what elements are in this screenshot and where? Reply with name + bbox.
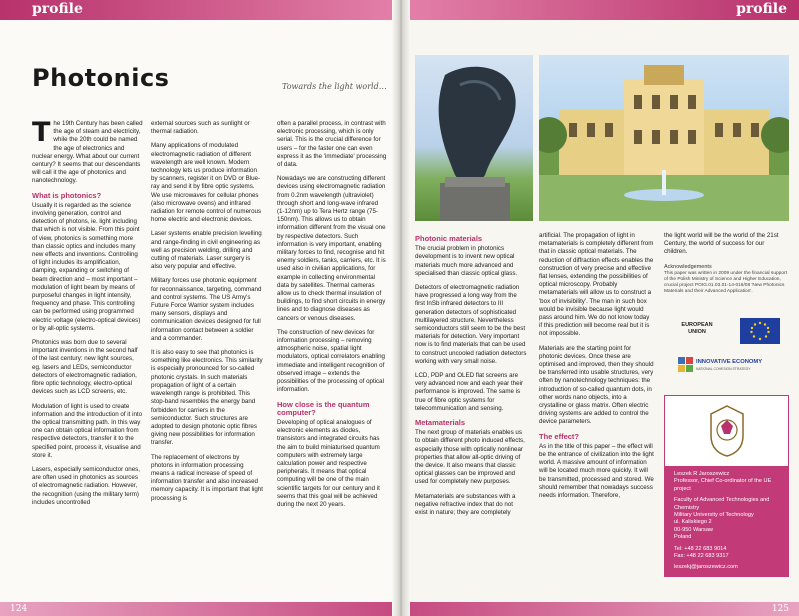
- paragraph: Laser systems enable precision levelling and range-finding in civil engineering as well as precision welding, drilling and cutting of materials. Laser surgery is also very popular and effective.: [151, 230, 262, 271]
- footer-bar-right: [410, 602, 799, 616]
- footer-bar-left: [0, 602, 392, 616]
- contact-country: Poland: [674, 534, 692, 541]
- sculpture-illustration: [415, 55, 533, 221]
- paragraph: external sources such as sunlight or thermal radiation.: [151, 120, 250, 136]
- innovative-economy-icon: [678, 357, 694, 373]
- text-column-5: [539, 232, 654, 506]
- eu-logo: [676, 316, 786, 344]
- lead-paragraph: [32, 117, 144, 186]
- contact-details: [674, 471, 784, 576]
- eu-text-line1: EUROPEAN: [681, 322, 713, 328]
- innovative-economy-logo: [676, 352, 786, 380]
- contact-phones: [674, 546, 784, 561]
- paragraph: The replacement of electrons by photons in information processing means a radical increase of speed of information transfer and also increased memory capacity. It is important that light processing is: [151, 453, 263, 502]
- university-emblem-icon: [707, 404, 747, 458]
- paragraph: The crucial problem in photonics development is to invent new optical materials much more advanced and specialised than classic optical glass.: [415, 245, 518, 277]
- paragraph: Lasers, especially semiconductor ones, are often used in photonics as sources of electromagnetic radiation. However, the recognition (using the military term) includes uncontrolled: [32, 465, 140, 506]
- paragraph: The next group of materials enables us to obtain different photo induced effects, especially those with optically nonlinear properties that allow all-optic driving of the device. It also means that classic optical glasses can be improved and used for completely new purposes.: [415, 429, 525, 486]
- article-title: Photonics: [32, 64, 170, 92]
- text-column-1: [32, 117, 144, 513]
- paragraph: Detectors of electromagnetic radiation have progressed a long way from the first InSb infrared detectors to III generation detectors of sophisticated multilayered structure. Nevertheless semiconductors still seem to be the best materials for detection. Very important now is to find materials that can be used to construct uncooled radiation detectors working with very small noise.: [415, 284, 527, 365]
- eu-text-line2: UNION: [688, 329, 706, 335]
- paragraph: LCD, PDP and OLED flat screens are very advanced now and each year their performance is improved. The same is true of fibre optic systems for telecommunication and sensing.: [415, 372, 524, 412]
- text-column-4: [415, 232, 527, 523]
- text-column-2: [151, 120, 263, 509]
- contact-box: [664, 395, 789, 577]
- page-number-left: 124: [10, 604, 28, 614]
- heading-photonic-materials: Photonic materials: [415, 234, 483, 243]
- text-column-3: [277, 120, 387, 515]
- heading-what-is-photonics: What is photonics?: [32, 190, 102, 200]
- section-label-right: profile: [736, 1, 787, 17]
- sculpture-photo: [415, 55, 533, 221]
- acknowledgements-text: This paper was written in 2009 under the financial support of the Polish Ministry of Science and Higher Education, crucial project POIG.01.03.01-14-016/08 'New Photonics Materials and their Advanced Application'.: [664, 270, 787, 294]
- palace-illustration: [539, 55, 789, 221]
- paragraph: Many applications of modulated electromagnetic radiation of different wavelength are well known. Modern technology lets us produce information by scanners, register it on DVD or Blue-ray and send it by fibre optic systems. We use microwaves for cellular phones (also microwave ovens) and infrared radiation for remote control of numerous home electric and electronic devices.: [151, 142, 262, 224]
- paragraph: As in the title of this paper – the effect will be the entrance of civilization into the light world. A massive amount of information will be located much more quickly. It will be transmitted, processed and stored. We should remember that nowadays success needs information. Therefore,: [539, 442, 654, 500]
- paragraph: Modulation of light is used to create information and the introduction of it into the optical transmitting path. In this way one can obtain optical information from respective detectors, transfer it to the specified point, process it, visualise and store it.: [32, 402, 143, 459]
- contact-name: Leszek R Jaroszewicz: [674, 471, 730, 477]
- contact-fax: Fax: +48 22 683 9317: [674, 553, 729, 560]
- contact-tel: Tel: +48 22 683 9014: [674, 545, 727, 552]
- palace-photo: [539, 55, 789, 221]
- contact-email[interactable]: leszekj@jaroszewicz.com: [674, 564, 738, 571]
- contact-role: Professor, Chief Co-ordinator of the UE project: [674, 478, 772, 492]
- heading-the-effect: The effect?: [539, 431, 580, 441]
- ie-text-line1: INNOVATIVE ECONOMY: [696, 359, 763, 365]
- page-gutter: [392, 0, 410, 616]
- paragraph: Usually it is regarded as the science involving generation, control and detection of photons, ie. light including that which is not visible. From this point of view, photonics is something more than classic optics and includes many new effects and inventions. Controlling of light includes its amplification, damping, expanding or switching of beam direction and – most important – modulation of light beam by means of purposeful changes in light intensity, frequency and phase. This controlling can be performed using programmed electric voltage (electro-optical devices) or by all-optic systems.: [32, 201, 141, 332]
- paragraph: Materials are the starting point for photonic devices. Once these are optimised and improved, then they should be transferred into usable structures, very often by nanotechnology techniques: the introduction of so-called quantum dots, in other words nano objects, into a crystalline or glass matrix. Often electric driving systems are added to control the device parameters.: [539, 344, 654, 426]
- paragraph: Photonics was born due to several important inventions in the second half of the last century: new light sources, eg. lasers and LEDs, semiconductor detectors of electromagnetic radiation, fibre optic technology, electro-optical devices such as LCD screens, etc.: [32, 339, 138, 396]
- contact-address: [674, 497, 784, 541]
- page-number-right: 125: [771, 604, 789, 614]
- contact-street: ul. Kaliskiego 2: [674, 519, 712, 526]
- contact-org-2: Military University of Technology: [674, 512, 754, 519]
- contact-city: 00-950 Warsaw: [674, 526, 713, 533]
- paragraph: Military forces use photonic equipment for reconnaissance, targeting, command and control systems. The US Army's Future Force Warrior system includes many sensors, displays and communication devices designed for full information contact between a soldier and a commander.: [151, 277, 262, 342]
- emblem-panel: [664, 395, 789, 467]
- section-label-left: profile: [32, 1, 83, 17]
- contact-name-role: [674, 471, 784, 493]
- lead-text: he 19th Century has been called the age of steam and electricity, while the 20th could be named the age of electronics and nuclear energy. What about our current century? It seems that our descendants will call it the age of photonics and nanotechnology.: [32, 120, 143, 185]
- heading-metamaterials: Metamaterials: [415, 418, 466, 428]
- paragraph: Metamaterials are substances with a negative refractive index that do not exist in nature; they are completely: [415, 492, 516, 517]
- acknowledgements-title: Acknowledgements: [664, 263, 712, 270]
- text-column-6: [664, 232, 789, 295]
- contact-org-1: Faculty of Advanced Technologies and Chemistry: [674, 497, 770, 511]
- eu-flag-icon: [740, 318, 780, 344]
- drop-cap: T: [32, 117, 51, 148]
- paragraph: the light world will be the world of the 21st Century, the world of success for our children.: [664, 232, 779, 256]
- header-bar-right: [410, 0, 799, 20]
- paragraph: artificial. The propagation of light in metamaterials is completely different from that in classic optical materials. The reduction of diffraction effects enables the construction of very precise and effective flat lenses, extending the possibilities of optical microscopy. Probably metamaterials will allow us to construct a 'box of invisibility'. The man in such box would be invisible because light would pass around him. We do not know today if this prediction will become real but it is not impossible.: [539, 232, 654, 338]
- paragraph: The construction of new devices for information processing – removing atmospheric noise, spatial light modulators, optical correlators enabling immediate and intelligent recognition of observed image – extends the possibilities of the processing of optical information.: [277, 328, 385, 394]
- ie-text-line2: NATIONAL COHESION STRATEGY: [696, 367, 751, 371]
- header-bar-left: [0, 0, 392, 20]
- heading-quantum-computer: How close is the quantum computer?: [277, 399, 370, 417]
- article-subtitle: Towards the light world…: [282, 82, 387, 91]
- paragraph: Developing of optical analogues of electronic elements as diodes, transistors and integrated circuits has the aim to build miniaturised quantum computers with extremely large calculation power and respective peripherals. It means that optical computing will be one of the main scientific targets for our century and it seems that this goal will be achieved during the next 20 years.: [277, 418, 380, 508]
- paragraph: Nowadays we are constructing different devices using electromagnetic radiation from 0.2nm wavelength (ultraviolet) through short and long-wave infrared (1-12nm) up to Tera Hertz range (75-150nm). This allows us to obtain information different from the visual one by respective detectors. Such information is very important, enabling military forces to find, recognise and hit enemy soldiers, tanks, carriers, etc. It is used also in civilian applications, for example in collecting environmental data by satellites. Thermal cameras allow us to check thermal insulation of buildings, to find short circuits in energy lines and to diagnose diseases as cancers or venous diseases.: [277, 175, 386, 322]
- paragraph: It is also easy to see that photonics is something like electronics. This similarity is especially pronounced for so-called photonic crystals. In such materials propagation of light of a certain wavelength range is prohibited. This stop-band resembles the energy band forbidden for carriers in the semiconductor. Such structures are adopted to design photonic optic fibres giving new possibilities for information transfer.: [151, 349, 263, 447]
- paragraph: often a parallel process, in contrast with electronic processing, which is only serial. This is the crucial difference for users – for the faster one can even express it as the 'immediate' processing of data.: [277, 120, 387, 169]
